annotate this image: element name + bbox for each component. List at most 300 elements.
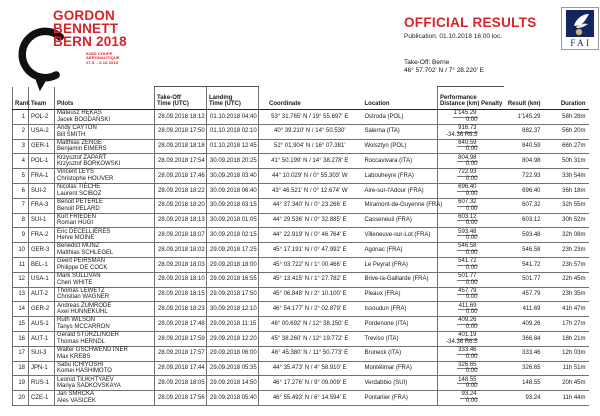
col-team: Team — [29, 87, 55, 110]
col-pilots: Pilots — [55, 87, 155, 110]
rank-cell: 18 — [13, 361, 29, 376]
performance-cell — [438, 391, 504, 406]
team-cell: AUT-1 — [29, 331, 55, 346]
pilot-1: Andy CAYTON — [57, 125, 97, 132]
landing-cell: 29.09.2018 12:20 — [207, 331, 259, 346]
penalty-value: 0.00 — [465, 190, 478, 197]
team-cell: FRA-2 — [29, 228, 55, 243]
duration-cell: 33h 54m — [548, 169, 589, 184]
performance-cell — [438, 228, 504, 243]
pilot-2: Thomas HERNDL — [57, 338, 106, 345]
coordinate-cell: 45° 03.722' N / 1° 00.466' E — [259, 257, 361, 272]
pilot-1: Eric DECELLIÈRES — [57, 228, 111, 235]
result-cell: 696.40 — [504, 183, 548, 198]
performance-cell — [438, 183, 504, 198]
team-cell: AUT-2 — [29, 287, 55, 302]
duration-cell: 18h 21m — [548, 331, 589, 346]
rank-cell: 3 — [13, 139, 29, 154]
table-row — [13, 346, 589, 361]
landing-cell: 01.10.2018 12:45 — [207, 139, 259, 154]
duration-cell: 30h 52m — [548, 213, 589, 228]
distance-value: 326.65 — [458, 361, 477, 368]
takeoff-cell: 28.09.2018 18:03 — [155, 257, 207, 272]
takeoff-cell: 28.09.2018 18:22 — [155, 183, 207, 198]
takeoff-cell: 28.09.2018 18:05 — [155, 376, 207, 391]
result-cell: 840.59 — [504, 139, 548, 154]
penalty-value: 0.00 — [465, 161, 478, 168]
duration-cell: 66h 27m — [548, 139, 589, 154]
location-cell: Ostroda (POL) — [361, 110, 438, 125]
location-cell: Roccavivara (ITA) — [361, 154, 438, 169]
landing-cell: 29.09.2018 06:00 — [207, 346, 259, 361]
result-cell: 882.37 — [504, 124, 548, 139]
performance-cell — [438, 376, 504, 391]
distance-value: 148.55 — [458, 376, 477, 383]
pilots-cell — [55, 213, 155, 228]
table-row — [13, 391, 589, 406]
logo-line-3: BERN 2018 — [53, 33, 127, 49]
coordinate-cell: 44° 35.473' N / 4° 58.910' E — [259, 361, 361, 376]
duration-cell: 22h 45m — [548, 272, 589, 287]
penalty-value: -34.36 R6.5 — [446, 131, 478, 138]
table-row — [13, 243, 589, 258]
pilots-cell — [55, 169, 155, 184]
performance-cell — [438, 346, 504, 361]
location-cell: Brive-la-Gaillarde (FRA) — [361, 272, 438, 287]
duration-cell: 32h 08m — [548, 228, 589, 243]
team-cell: GER-2 — [29, 302, 55, 317]
landing-cell: 01.10.2018 04:40 — [207, 110, 259, 125]
pilot-2: Bill SMITH — [57, 131, 86, 138]
pilot-2: Roman HUGI — [57, 220, 94, 227]
table-row — [13, 110, 589, 125]
location-cell: Labouheyre (FRA) — [361, 169, 438, 184]
table-row — [13, 124, 589, 139]
pilots-cell — [55, 272, 155, 287]
landing-cell: 29.09.2018 05:40 — [207, 391, 259, 406]
distance-value: 696.40 — [458, 184, 477, 191]
location-cell: Bruneck (ITA) — [361, 346, 438, 361]
rank-cell: 4 — [13, 154, 29, 169]
coordinate-cell: 40° 39.210' N / 14° 50.530' — [259, 124, 361, 139]
col-result: Result (km) — [504, 87, 548, 110]
penalty-value: 0.00 — [465, 146, 478, 153]
landing-cell: 29.09.2018 16:55 — [207, 272, 259, 287]
pilot-2: Krzysztof BORKOWSKI — [57, 161, 121, 168]
penalty-value: 0.00 — [465, 116, 478, 123]
location-cell: Le Peyrat (FRA) — [361, 257, 438, 272]
team-cell: SUI-3 — [29, 346, 55, 361]
result-cell: 607.32 — [504, 198, 548, 213]
team-cell: POL-1 — [29, 154, 55, 169]
location-cell: Miramont-de-Guyenne (FRA) — [361, 198, 438, 213]
pilot-1: Gerald STÜRZLINGER — [57, 332, 120, 339]
col-takeoff: Take-Off Time (UTC) — [155, 87, 207, 110]
result-cell: 93.24 — [504, 391, 548, 406]
pilot-2: Jacek BOGDAŃSKI — [57, 116, 111, 123]
coordinate-cell: 45° 38.260' N / 12° 19.772' E — [259, 331, 361, 346]
logo-sub-3: 27.9. - 6.10.2018 — [86, 59, 118, 65]
distance-value: 501.77 — [458, 273, 477, 280]
pilot-2: Max KREBS — [57, 353, 91, 360]
takeoff-cell: 28.09.2018 18:13 — [155, 213, 207, 228]
result-cell: 501.77 — [504, 272, 548, 287]
rank-cell: 14 — [13, 302, 29, 317]
penalty-value: 0.00 — [465, 353, 478, 360]
fai-emblem-icon — [566, 10, 594, 37]
takeoff-info — [404, 59, 484, 75]
distance-value: 411.69 — [458, 302, 477, 309]
rank-cell: 19 — [13, 376, 29, 391]
pilots-cell — [55, 154, 155, 169]
coordinate-cell: 45° 17.191' N / 0° 47.992' E — [259, 243, 361, 258]
pilot-2: Komei HASHIMOTO — [57, 368, 112, 375]
result-cell: 366.84 — [504, 331, 548, 346]
pilot-2: Mariya SADKOVSKAYA — [57, 383, 121, 390]
takeoff-cell: 28.09.2018 18:18 — [155, 139, 207, 154]
penalty-value: 0.00 — [465, 250, 478, 257]
penalty-value: 0.00 — [465, 383, 478, 390]
rank-cell: 10 — [13, 243, 29, 258]
team-cell: JPN-1 — [29, 361, 55, 376]
coordinate-cell: 46° 00.692' N / 12° 38.150' E — [259, 317, 361, 332]
results-tbody — [13, 110, 589, 406]
pilot-1: Sabu ICHIYOSHI — [57, 361, 104, 368]
penalty-value: 0.00 — [465, 368, 478, 375]
pilot-1: Vincent LEYS — [57, 169, 94, 176]
takeoff-cell: 28.09.2018 18:12 — [155, 110, 207, 125]
coordinate-cell: 44° 10.029' N / 0° 55.303' W — [259, 169, 361, 184]
team-cell: SUI-2 — [29, 183, 55, 198]
coordinate-cell: 53° 31.765' N / 19° 55.697' E — [259, 110, 361, 125]
header-row — [13, 87, 589, 110]
duration-cell: 11h 44m — [548, 391, 589, 406]
table-row — [13, 331, 589, 346]
pilot-1: Andreas ZUMRODE — [57, 302, 112, 309]
table-row — [13, 257, 589, 272]
landing-cell: 30.09.2018 06:40 — [207, 183, 259, 198]
team-cell: SUI-1 — [29, 213, 55, 228]
duration-cell: 56h 20m — [548, 124, 589, 139]
duration-cell: 41h 47m — [548, 302, 589, 317]
performance-cell — [438, 361, 504, 376]
col-duration: Duration — [548, 87, 589, 110]
table-row — [13, 361, 589, 376]
pilot-2: Laurent SCIBOZ — [57, 190, 102, 197]
duration-cell: 23h 23m — [548, 243, 589, 258]
publication-date: Publication: 01.10.2018 16:00 loc. — [404, 33, 502, 40]
location-cell: Aire-sur-l'Adour (FRA) — [361, 183, 438, 198]
rank-cell: 6 — [13, 183, 29, 198]
performance-cell — [438, 154, 504, 169]
pilot-1: Leonid TIUKHTYAEV — [57, 376, 114, 383]
coordinate-cell: 43° 46.521' N / 0° 12.674' W — [259, 183, 361, 198]
table-row — [13, 198, 589, 213]
pilot-2: Herve MOINE — [57, 235, 95, 242]
distance-value: 1'145.29 — [453, 110, 477, 117]
landing-cell: 30.09.2018 02:15 — [207, 228, 259, 243]
event-logo-subtitle — [86, 52, 120, 65]
fai-logo — [561, 7, 599, 50]
pilots-cell — [55, 287, 155, 302]
pilots-cell — [55, 361, 155, 376]
duration-cell: 20h 45m — [548, 376, 589, 391]
penalty-value: 0.00 — [465, 235, 478, 242]
event-logo-title — [53, 10, 127, 48]
team-cell: CZE-1 — [29, 391, 55, 406]
pilots-cell — [55, 183, 155, 198]
takeoff-cell: 28.09.2018 17:46 — [155, 169, 207, 184]
coordinate-cell: 46° 17.276' N / 9° 09.009' E — [259, 376, 361, 391]
duration-cell: 50h 31m — [548, 154, 589, 169]
takeoff-cell: 28.09.2018 17:57 — [155, 346, 207, 361]
pilots-cell — [55, 124, 155, 139]
rank-cell: 8 — [13, 213, 29, 228]
table-row — [13, 228, 589, 243]
pilot-1: Benedict MUNZ — [57, 243, 100, 250]
result-cell: 409.26 — [504, 317, 548, 332]
result-cell: 603.12 — [504, 213, 548, 228]
location-cell: Treviso (ITA) — [361, 331, 438, 346]
pilot-2: Philippe DE COCK — [57, 264, 108, 271]
pilot-2: Christian WAGNER — [57, 294, 110, 301]
coordinate-cell: 46° 54.177' N / 2° 02.879' E — [259, 302, 361, 317]
takeoff-cell: 28.09.2018 18:23 — [155, 302, 207, 317]
pilots-cell — [55, 257, 155, 272]
landing-cell: 30.09.2018 20:25 — [207, 154, 259, 169]
penalty-value: 0.00 — [465, 220, 478, 227]
distance-value: 722.93 — [458, 169, 477, 176]
duration-cell: 58h 28m — [548, 110, 589, 125]
penalty-value: -34.36 R6.5 — [446, 338, 478, 345]
takeoff-cell: 28.09.2018 18:15 — [155, 287, 207, 302]
coordinate-cell: 52° 01.904' N / 16° 07.381' — [259, 139, 361, 154]
location-cell: Villeneuve-sur-Lot (FRA) — [361, 228, 438, 243]
performance-cell — [438, 213, 504, 228]
location-cell: Wolsztyn (POL) — [361, 139, 438, 154]
coordinate-cell: 45° 13.415' N / 1° 27.782' E — [259, 272, 361, 287]
table-row — [13, 213, 589, 228]
penalty-value: 0.00 — [465, 309, 478, 316]
result-cell: 804.98 — [504, 154, 548, 169]
team-cell: POL-2 — [29, 110, 55, 125]
performance-cell — [438, 257, 504, 272]
result-cell: 593.48 — [504, 228, 548, 243]
col-coordinate: Coordinate — [259, 87, 361, 110]
team-cell: GER-1 — [29, 139, 55, 154]
distance-value: 840.59 — [458, 139, 477, 146]
duration-cell: 36h 18m — [548, 183, 589, 198]
takeoff-cell: 28.09.2018 17:54 — [155, 154, 207, 169]
rank-cell: 16 — [13, 331, 29, 346]
pilots-cell — [55, 317, 155, 332]
pilot-2: Ales VASICEK — [57, 398, 96, 405]
rank-cell: 15 — [13, 317, 29, 332]
pilots-cell — [55, 228, 155, 243]
coordinate-cell: 45° 06.848' N / 2° 10.100' E — [259, 287, 361, 302]
pilot-1: Mateusz RĘKAS — [57, 110, 102, 117]
pilot-1: Nicolas TIÈCHE — [57, 184, 101, 191]
pilot-1: Krzysztof ZAPART — [57, 154, 107, 161]
performance-cell — [438, 302, 504, 317]
fai-label: FAI — [570, 38, 592, 48]
performance-cell — [438, 272, 504, 287]
rank-cell: 12 — [13, 272, 29, 287]
team-cell: USA-1 — [29, 272, 55, 287]
distance-value: 804.98 — [458, 154, 477, 161]
col-landing: Landing Time (UTC) — [207, 87, 259, 110]
penalty-value: 0.00 — [465, 294, 478, 301]
distance-value: 603.12 — [458, 213, 477, 220]
coordinate-cell: 41° 50.199' N / 14° 38.278' E — [259, 154, 361, 169]
coordinate-cell: 44° 29.536' N / 0° 32.885' E — [259, 213, 361, 228]
table-row — [13, 139, 589, 154]
pilot-1: Thomas LEWETZ — [57, 287, 105, 294]
takeoff-coordinates: 46° 57.702' N / 7° 28.220' E — [404, 67, 484, 74]
coordinate-cell: 44° 37.340' N / 0° 23.266' E — [259, 198, 361, 213]
rank-cell: 9 — [13, 228, 29, 243]
pilots-cell — [55, 139, 155, 154]
takeoff-cell: 28.09.2018 17:56 — [155, 391, 207, 406]
logo-sub-1: 62ND COUPE — [86, 51, 113, 56]
logo-sub-2: AÉRONAUTIQUE — [86, 55, 120, 61]
pilots-cell — [55, 302, 155, 317]
table-row — [13, 376, 589, 391]
logo-line-1: GORDON — [53, 8, 115, 23]
takeoff-cell: 28.09.2018 17:48 — [155, 317, 207, 332]
result-cell: 457.79 — [504, 287, 548, 302]
location-cell: Agonac (FRA) — [361, 243, 438, 258]
duration-cell: 23h 57m — [548, 257, 589, 272]
rank-cell: 11 — [13, 257, 29, 272]
pilot-1: Mark SULLIVAN — [57, 273, 101, 280]
table-row — [13, 272, 589, 287]
landing-cell: 30.09.2018 12:10 — [207, 302, 259, 317]
distance-value: 93.24 — [461, 391, 477, 398]
performance-cell — [438, 287, 504, 302]
result-cell: 722.93 — [504, 169, 548, 184]
duration-cell: 32h 55m — [548, 198, 589, 213]
performance-cell — [438, 198, 504, 213]
pilot-2: Matthias SCHLEGEL — [57, 250, 114, 257]
performance-cell — [438, 317, 504, 332]
rank-cell: 7 — [13, 198, 29, 213]
pilot-1: Ruth WILSON — [57, 317, 96, 324]
takeoff-cell: 28.09.2018 18:10 — [155, 272, 207, 287]
pilot-2: Benjamin EIMERS — [57, 146, 107, 153]
pilots-cell — [55, 391, 155, 406]
takeoff-cell: 28.09.2018 17:50 — [155, 124, 207, 139]
performance-cell — [438, 124, 504, 139]
performance-cell — [438, 139, 504, 154]
pilot-2: Axel HUNNEKUHL — [57, 309, 108, 316]
duration-cell: 17h 27m — [548, 317, 589, 332]
pilot-2: Tanys MCCARRON — [57, 324, 110, 331]
penalty-value: 0.00 — [465, 176, 478, 183]
col-rank: Rank — [13, 87, 29, 110]
col-performance: Performance Distance (km) Penalty — [438, 87, 504, 110]
team-cell: BEL-1 — [29, 257, 55, 272]
pilot-1: Jan SMRCKA — [57, 391, 95, 398]
landing-cell: 29.09.2018 11:15 — [207, 317, 259, 332]
landing-cell: 30.09.2018 03:15 — [207, 198, 259, 213]
result-cell: 326.65 — [504, 361, 548, 376]
logo-line-2: BENNETT — [53, 20, 119, 36]
table-row — [13, 183, 589, 198]
takeoff-cell: 28.09.2018 18:02 — [155, 243, 207, 258]
performance-cell — [438, 331, 504, 346]
landing-cell: 30.09.2018 01:05 — [207, 213, 259, 228]
distance-value: 401.19 — [458, 332, 477, 339]
table-row — [13, 287, 589, 302]
rank-cell: 1 — [13, 110, 29, 125]
duration-cell: 11h 51m — [548, 361, 589, 376]
team-cell: AUS-1 — [29, 317, 55, 332]
landing-cell: 30.09.2018 03:40 — [207, 169, 259, 184]
takeoff-cell: 28.09.2018 17:59 — [155, 331, 207, 346]
takeoff-cell: 28.09.2018 18:20 — [155, 198, 207, 213]
team-cell: FRA-3 — [29, 198, 55, 213]
pilot-1: Matthias ZENGE — [57, 139, 103, 146]
takeoff-place: Take-Off: Berne — [404, 59, 450, 66]
location-cell: Casseneuil (FRA) — [361, 213, 438, 228]
location-cell: Montélimar (FRA) — [361, 361, 438, 376]
team-cell: FRA-1 — [29, 169, 55, 184]
performance-cell — [438, 243, 504, 258]
pilots-cell — [55, 110, 155, 125]
table-row — [13, 302, 589, 317]
result-cell: 333.46 — [504, 346, 548, 361]
distance-value: 607.32 — [458, 199, 477, 206]
penalty-value: 0.00 — [465, 279, 478, 286]
location-cell: Pontarlier (FRA) — [361, 391, 438, 406]
pilots-cell — [55, 198, 155, 213]
location-cell: Verdabbio (SUI) — [361, 376, 438, 391]
pilot-2: Benoit PELARD — [57, 205, 100, 212]
pilot-1: Geert PEIRSMAN — [57, 258, 106, 265]
pilots-cell — [55, 376, 155, 391]
result-cell: 411.69 — [504, 302, 548, 317]
coordinate-cell: 44° 22.919' N / 0° 46.764' E — [259, 228, 361, 243]
penalty-value: 0.00 — [465, 398, 478, 405]
team-cell: RUS-1 — [29, 376, 55, 391]
pilot-2: Christophe HOUVER — [57, 176, 114, 183]
landing-cell: 01.10.2018 02:10 — [207, 124, 259, 139]
duration-cell: 23h 35m — [548, 287, 589, 302]
penalty-value: 0.00 — [465, 264, 478, 271]
distance-value: 333.46 — [458, 347, 477, 354]
landing-cell: 29.09.2018 17:50 — [207, 287, 259, 302]
pilots-cell — [55, 331, 155, 346]
rank-cell: 20 — [13, 391, 29, 406]
rank-cell: 17 — [13, 346, 29, 361]
takeoff-cell: 28.09.2018 17:44 — [155, 361, 207, 376]
result-cell: 541.72 — [504, 257, 548, 272]
page-title: OFFICIAL RESULTS — [404, 15, 537, 30]
team-cell: USA-2 — [29, 124, 55, 139]
team-cell: GER-3 — [29, 243, 55, 258]
rank-cell: 5 — [13, 169, 29, 184]
col-location: Location — [361, 87, 438, 110]
location-cell: Salerna (ITA) — [361, 124, 438, 139]
performance-cell — [438, 110, 504, 125]
distance-value: 541.72 — [458, 258, 477, 265]
rank-cell: 2 — [13, 124, 29, 139]
pilot-1: Benoit PETERLE — [57, 199, 104, 206]
distance-value: 916.73 — [458, 125, 477, 132]
table-row — [13, 154, 589, 169]
duration-cell: 12h 03m — [548, 346, 589, 361]
